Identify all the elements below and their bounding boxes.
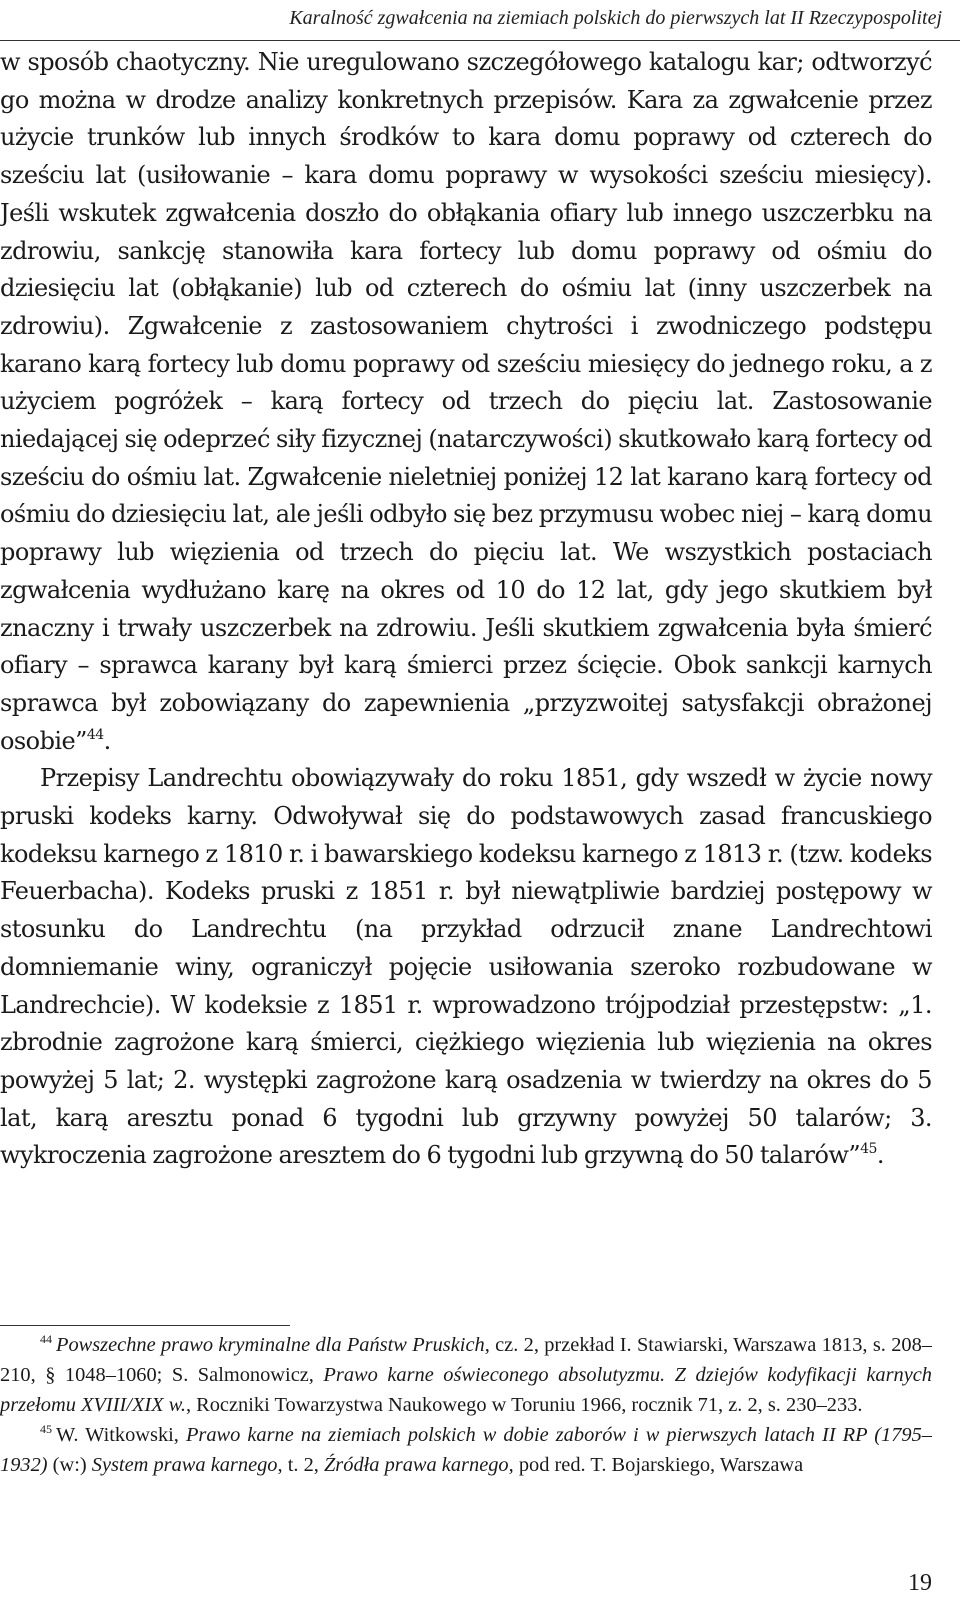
footnote-text: , t. 2, <box>277 1454 324 1476</box>
footnote-reference[interactable]: 45 <box>860 1141 877 1158</box>
paragraph-text: Przepisy Landrechtu obowiązywały do roku 1851, gdy wszedł w życie nowy pruski kodeks karny. Odwoływał się do podstawowych zasad francuskiego kodeksu karnego z 1810 r. i bawarskiego kodeksu karnego z 1813 r. (tzw. kodeks Feuerbacha). Kodeks pruski z 1851 r. był niewątpliwie bardziej postępowy w stosunku do Landrechtu (na przykład odrzucił znane Landrechtowi domniemanie winy, ograniczył pojęcie usiłowania szeroko rozbudowane w Landrechcie). W kodeksie z 1851 r. wprowadzono trójpodział przestępstw: „1. zbrodnie zagrożone karą śmierci, ciężkiego więzienia lub więzienia na okres powyżej 5 lat; 2. występki zagrożone karą osadzenia w twierdzy na okres do 5 lat, karą aresztu ponad 6 tygodni lub grzywny powyżej 50 talarów; 3. wykroczenia zagrożone aresztem do 6 tygodni lub grzywną do 50 talarów” <box>0 764 932 1170</box>
footnote-title: Prawo karne na ziemiach polskich w dobie zaborów i w pierwszych latach II RP (1795–1932) <box>0 1424 932 1476</box>
footnote <box>0 1330 932 1420</box>
page-number: 19 <box>908 1570 932 1596</box>
paragraph-end: . <box>103 726 111 755</box>
paragraph-end: . <box>876 1141 884 1170</box>
footnotes <box>0 1330 932 1480</box>
footnote-rule <box>0 1325 290 1326</box>
running-header: Karalność zgwałcenia na ziemiach polskich do pierwszych lat II Rzeczypospolitej <box>289 7 942 29</box>
footnote-title: Źródła prawa karnego <box>323 1454 509 1476</box>
footnote-number: 45 <box>40 1422 52 1436</box>
paragraph <box>0 760 932 1175</box>
footnote-text: (w:) <box>47 1454 92 1476</box>
paragraph <box>0 44 932 760</box>
footnote <box>0 1420 932 1480</box>
footnote-text: , cz. 2, przekład I. Stawiarski, Warszawa 1813, s. 208–210, § 1048–1060; S. Salmonowicz, <box>0 1334 932 1386</box>
footnote-title: Prawo karne oświeconego absolutyzmu. Z dziejów kodyfikacji karnych przełomu XVIII/XIX w. <box>0 1364 932 1416</box>
footnote-reference[interactable]: 44 <box>86 726 104 743</box>
header-rule <box>0 40 960 41</box>
main-text <box>0 44 932 1175</box>
paragraph-text: w sposób chaotyczny. Nie uregulowano szczegółowego katalogu kar; odtworzyć go można w drodze analizy konkretnych przepisów. Kara za zgwałcenie przez użycie trunków lub innych środków to kara domu poprawy od czterech do sześciu lat (usiłowanie – kara domu poprawy w wysokości sześciu miesięcy). Jeśli wskutek zgwałcenia doszło do obłąkania ofiary lub innego uszczerbku na zdrowiu, sankcję stanowiła kara fortecy lub domu poprawy od ośmiu do dziesięciu lat (obłąkanie) lub od czterech do ośmiu lat (inny uszczerbek na zdrowiu). Zgwałcenie z zastosowaniem chytrości i zwodniczego podstępu karano karą fortecy lub domu poprawy od sześciu miesięcy do jednego roku, a z użyciem pogróżek – karą fortecy od trzech do pięciu lat. Zastosowanie niedającej się odeprzeć siły fizycznej (natarczywości) skutkowało karą fortecy od sześciu do ośmiu lat. Zgwałcenie nieletniej poniżej 12 lat karano karą fortecy od ośmiu do dziesięciu lat, ale jeśli odbyło się bez przymusu wobec niej – karą domu poprawy lub więzienia od trzech do pięciu lat. We wszystkich postaciach zgwałcenia wydłużano karę na okres od 10 do 12 lat, gdy jego skutkiem był znaczny i trwały uszczerbek na zdrowiu. Jeśli skutkiem zgwałcenia była śmierć ofiary – sprawca karany był karą śmierci przez ścięcie. Obok sankcji karnych sprawca był zobowiązany do zapewnienia „przyzwoitej satysfakcji obrażonej osobie” <box>0 48 932 755</box>
footnote-text: W. Witkowski, <box>56 1424 186 1446</box>
footnote-text: , pod red. T. Bojarskiego, Warszawa <box>508 1454 804 1476</box>
footnote-title: Powszechne prawo kryminalne dla Państw Pruskich <box>56 1334 485 1356</box>
footnote-text: , Roczniki Towarzystwa Naukowego w Toruniu 1966, rocznik 71, z. 2, s. 230–233. <box>185 1394 863 1416</box>
footnote-title: System prawa karnego <box>91 1454 278 1476</box>
footnote-number: 44 <box>40 1332 52 1346</box>
